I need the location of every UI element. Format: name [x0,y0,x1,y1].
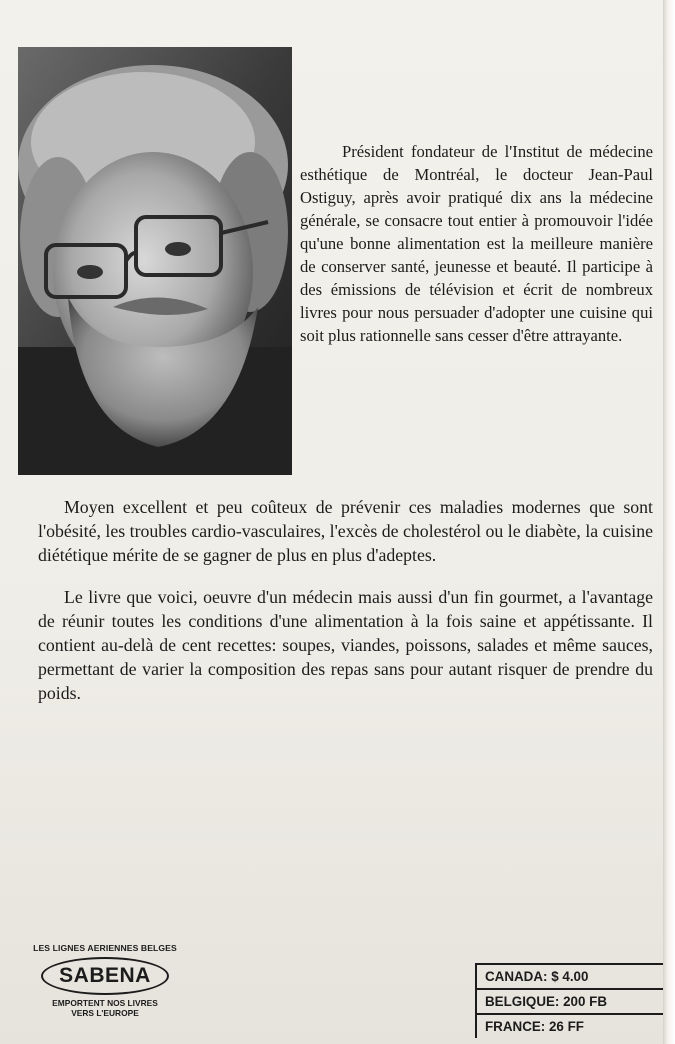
author-bio [300,140,653,347]
sponsor-tagline-bottom-2: VERS L'EUROPE [71,1008,139,1018]
bio-paragraph: Président fondateur de l'Institut de médecine esthétique de Montréal, le docteur Jean-Paul Ostiguy, après avoir pratiqué dix ans la médecine générale, se consacre tout entier à promouvoir l'idée qu'une bonne alimentation est la meilleure manière de conserver santé, jeunesse et beauté. Il participe à des émissions de télévision et écrit de nombreux livres pour nous persuader d'adopter une cuisine qui soit plus rationnelle sans cesser d'être attrayante. [300,142,653,345]
description-paragraph-2: Le livre que voici, oeuvre d'un médecin mais aussi d'un fin gourmet, a l'avantage de réunir toutes les conditions d'une alimentation à la fois saine et appétissante. Il contient au-delà de cent recettes: soupes, viandes, poissons, salades et même sauces, permettant de varier la composition des repas sans pour autant risquer de prendre du poids. [38,587,653,703]
author-photo [18,47,292,475]
sponsor-tagline-top: LES LIGNES AERIENNES BELGES [33,943,177,953]
description-paragraph-1: Moyen excellent et peu coûteux de prévenir ces maladies modernes que sont l'obésité, les troubles cardio-vasculaires, l'excès de cholestérol ou le diabète, la cuisine diététique mérite de se gagner de plus en plus d'adeptes. [38,497,653,565]
sabena-logo: SABENA [41,957,169,995]
portrait-photo-icon [18,47,292,475]
book-description [38,496,653,724]
price-box [475,963,663,1038]
page-edge [663,0,675,1044]
sabena-sponsor [30,943,180,1018]
sponsor-tagline-bottom-1: EMPORTENT NOS LIVRES [52,998,158,1008]
price-canada: CANADA: $ 4.00 [477,965,663,990]
price-france: FRANCE: 26 FF [485,1019,584,1034]
price-belgique: BELGIQUE: 200 FB [477,990,663,1015]
